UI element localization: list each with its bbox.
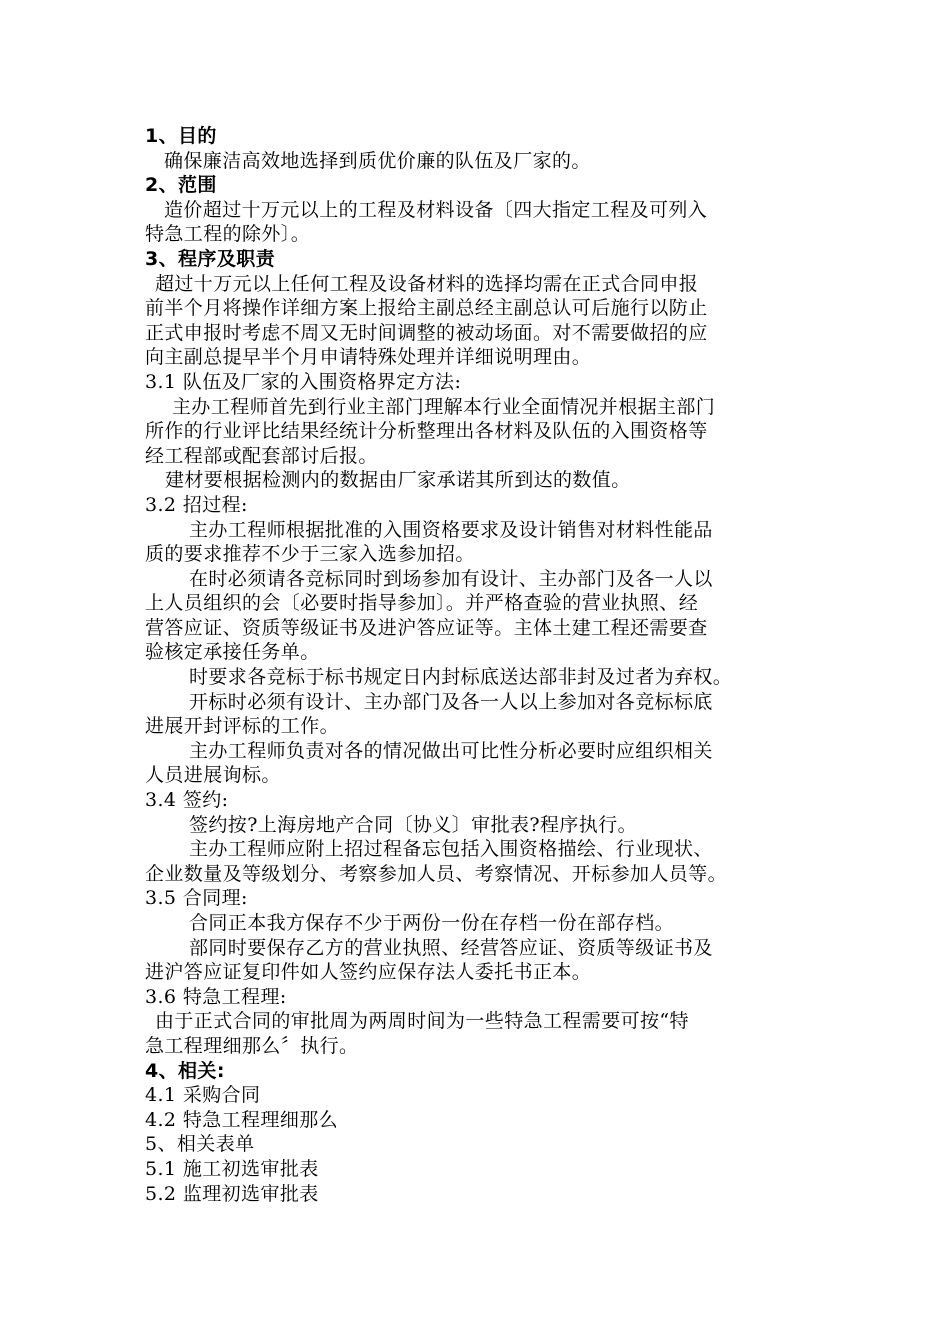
text-line: 急工程理细那么〞执行。 (145, 1034, 359, 1057)
text-line: 企业数量及等级划分、考察参加人员、考察情况、开标参加人员等。 (145, 862, 728, 885)
text-line: 造价超过十万元以上的工程及材料设备〔四大指定工程及可列入 (164, 198, 708, 221)
text-line: 5、相关表单 (145, 1133, 255, 1156)
text-line: 时要求各竞标于标书规定日内封标底送达部非封及过者为弃权。 (189, 666, 733, 689)
text-line: 营答应证、资质等级证书及进沪答应证等。主体土建工程还需要查 (145, 616, 708, 639)
section-heading: 4、相关: (145, 1059, 225, 1082)
text-line: 前半个月将操作详细方案上报给主副总经主副总认可后施行以防止 (145, 297, 708, 320)
text-line: 向主副总提早半个月申请特殊处理并详细说明理由。 (145, 346, 592, 369)
text-line: 4.2 特急工程理细那么 (145, 1108, 339, 1131)
text-line: 正式申报时考虑不周又无时间调整的被动场面。对不需要做招的应 (145, 321, 708, 344)
text-line: 签约按?上海房地产合同〔协义〕审批表?程序执行。 (189, 813, 637, 836)
text-line: 上人员组织的会〔必要时指导参加〕。并严格查验的营业执照、经 (145, 592, 699, 615)
text-line: 主办工程师根据批准的入围资格要求及设计销售对材料性能品 (189, 518, 713, 541)
text-line: 建材要根据检测内的数据由厂家承诺其所到达的数值。 (165, 469, 631, 492)
text-line: 3.6 特急工程理: (145, 985, 287, 1008)
text-line: 4.1 采购合同 (145, 1084, 261, 1107)
text-line: 开标时必须有设计、主办部门及各一人以上参加对各竞标标底 (189, 690, 713, 713)
text-line: 主办工程师首先到行业主部门理解本行业全面情况并根据主部门 (172, 395, 716, 418)
text-line: 3.4 签约: (145, 789, 229, 812)
document-body (145, 124, 810, 1206)
text-line: 所作的行业评比结果经统计分析整理出各材料及队伍的入围资格等 (145, 420, 708, 443)
text-line: 验核定承接任务单。 (145, 641, 320, 664)
text-line: 主办工程师负责对各的情况做出可比性分析必要时应组织相关 (189, 739, 713, 762)
text-line: 进展开封评标的工作。 (145, 715, 340, 738)
text-line: 由于正式合同的审批周为两周时间为一些特急工程需要可按“特 (155, 1010, 689, 1033)
text-line: 合同正本我方保存不少于两份一份在存档一份在部存档。 (189, 912, 675, 934)
text-line: 特急工程的除外〕。 (145, 223, 311, 246)
text-line: 3.1 队伍及厂家的入围资格界定方法: (145, 370, 462, 393)
section-heading: 1、目的 (145, 125, 217, 147)
text-line: 部同时要保存乙方的营业执照、经营答应证、资质等级证书及 (189, 936, 713, 959)
text-line: 超过十万元以上任何工程及设备材料的选择均需在正式合同申报 (155, 272, 699, 295)
text-line: 质的要求推荐不少于三家入选参加招。 (145, 543, 475, 566)
section-heading: 2、范围 (145, 174, 217, 197)
text-line: 3.5 合同理: (145, 887, 248, 910)
text-line: 5.2 监理初选审批表 (145, 1182, 319, 1205)
text-line: 在时必须请各竞标同时到场参加有设计、主办部门及各一人以 (189, 567, 713, 590)
text-line: 人员进展询标。 (145, 764, 281, 787)
text-line: 经工程部或配套部讨后报。 (145, 444, 378, 467)
text-line: 确保廉洁高效地选择到质优价廉的队伍及厂家的。 (164, 149, 591, 172)
text-line: 3.2 招过程: (145, 493, 248, 516)
section-heading: 3、程序及职责 (145, 247, 276, 270)
text-line: 5.1 施工初选审批表 (145, 1157, 319, 1180)
text-line: 进沪答应证复印件如人签约应保存法人委托书正本。 (145, 961, 592, 984)
text-line: 主办工程师应附上招过程备忘包括入围资格描绘、行业现状、 (189, 838, 713, 861)
